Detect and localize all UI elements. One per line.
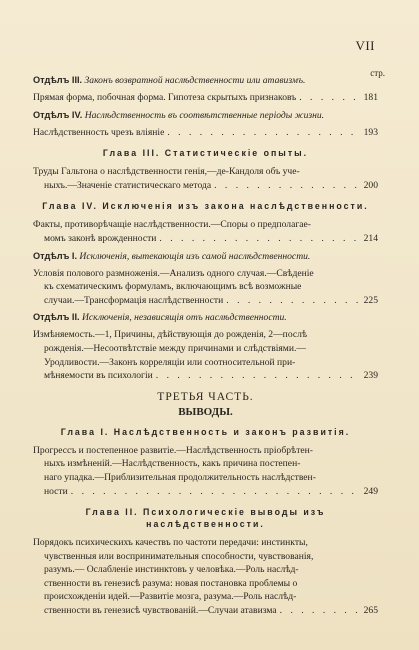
chapter-heading: Глава IV. Исключенія изъ закона наслѣдственности. [42,201,369,212]
entry-text: ныхъ.—Значеніе статистическаго метода [44,179,212,191]
section-title: Законъ возвратной наслѣдственности или атавизмъ. [84,75,306,86]
toc-entry [33,218,378,245]
leader-dots [214,179,361,193]
section-title: Наслѣдственность въ соотвѣтственные періоды жизни. [84,109,325,121]
entry-line: ственности въ генезисѣ разума: новая постановка проблемы о [44,577,298,589]
section-heading [33,109,378,122]
entry-line: происхожденіи идей.—Развитіе мозга, разума.—Роль наслѣд- [44,591,297,603]
toc-entry [33,444,378,498]
leader-dots [280,604,361,618]
leader-dots [156,369,361,383]
section-number: Отдѣлъ IV. [33,109,83,120]
entry-text: ственности въ генезисѣ чувствованій.—Случаи атавизма [44,605,277,617]
part-subtitle: ВЫВОДЫ. [178,405,233,418]
table-of-contents [33,74,378,622]
entry-page: 214 [363,232,378,244]
entry-line: Труды Гальтона о наслѣдственности генія,—де-Кандоля объ уче- [33,166,300,178]
leader-dots [159,232,360,246]
entry-page: 249 [363,485,378,497]
section-heading [33,311,378,324]
leader-dots [167,126,360,140]
leader-dots [226,294,360,308]
entry-line: Условія полового размноженія.—Анализъ одного случая.—Свѣденіе [33,267,314,279]
section-number: Отдѣлъ II. [33,312,80,323]
entry-line: наго упадка.—Приблизительная продолжительность наслѣдствен- [44,471,316,483]
section-title: Исключенія, независящія отъ наслѣдственности. [81,312,287,324]
toc-entry [33,126,378,140]
entry-page: 200 [363,179,378,191]
leader-dots [299,91,360,105]
toc-entry [33,267,378,308]
toc-entry [33,165,378,192]
entry-line: Факты, противорѣчащіе наслѣдственности.—Споры о предполагае- [33,219,311,231]
page-column-label: стр. [370,68,385,78]
entry-page: 225 [363,294,378,306]
entry-text: Наслѣдственность чрезъ вліяніе [33,126,165,138]
section-number: Отдѣлъ III. [33,75,83,85]
chapter-heading: Глава I. Наслѣдственность и законъ развитія. [60,426,351,437]
toc-entry [33,328,378,382]
entry-line: разумъ.— Ослабленіе инстинктовъ у человѣка.—Роль наслѣд- [44,564,299,576]
section-heading [33,250,378,263]
entry-line: чувственныя или воспринимательныя способности, чувствованія, [44,550,314,562]
entry-page: 265 [363,605,378,617]
entry-page: 181 [363,92,378,103]
entry-text: момъ законѣ врожденности [44,232,157,244]
entry-text: ности [44,485,68,497]
toc-entry [33,536,378,618]
section-title: Исключенія, вытекающія изъ самой наслѣдственности. [79,250,311,262]
entry-page: 193 [363,126,378,138]
leader-dots [71,485,361,499]
entry-line: рожденія.—Несоотвѣтствіе между причинами и слѣдствіями.— [44,342,307,354]
entry-line: Порядокъ психическихъ качествъ по частоти передачи: инстинкты, [33,537,308,549]
chapter-heading: Глава II. Психологическіе выводы изъ наслѣдственности. [85,507,326,530]
part-title: ТРЕТЬЯ ЧАСТЬ. [157,390,254,403]
entry-text: мѣняемости въ психологіи [44,370,153,382]
entry-line: Прогрессъ и постепенное развитіе.—Наслѣдственность пріобрѣтен- [33,444,313,456]
entry-text: случаи.—Трансформація наслѣдственности [44,294,224,306]
entry-line: ныхъ измѣненій.—Наслѣдственность, какъ причина постепен- [44,458,301,470]
entry-line: къ схематическимъ формуламъ, включающимъ всѣ возможные [44,281,302,293]
section-heading [33,74,378,87]
entry-line: Измѣняемость.—1, Причины, дѣйствующія до рожденія, 2—послѣ [33,329,308,341]
entry-line: Уродливости.—Законъ корреляціи или соотносительной при- [44,356,296,368]
entry-text: Прямая форма, побочная форма. Гипотеза скрытыхъ признаковъ [33,92,297,103]
chapter-heading: Глава III. Статистическіе опыты. [102,148,309,159]
toc-entry [33,91,378,105]
section-number: Отдѣлъ I. [33,250,78,261]
page-number: VII [355,38,375,53]
entry-page: 239 [363,370,378,382]
